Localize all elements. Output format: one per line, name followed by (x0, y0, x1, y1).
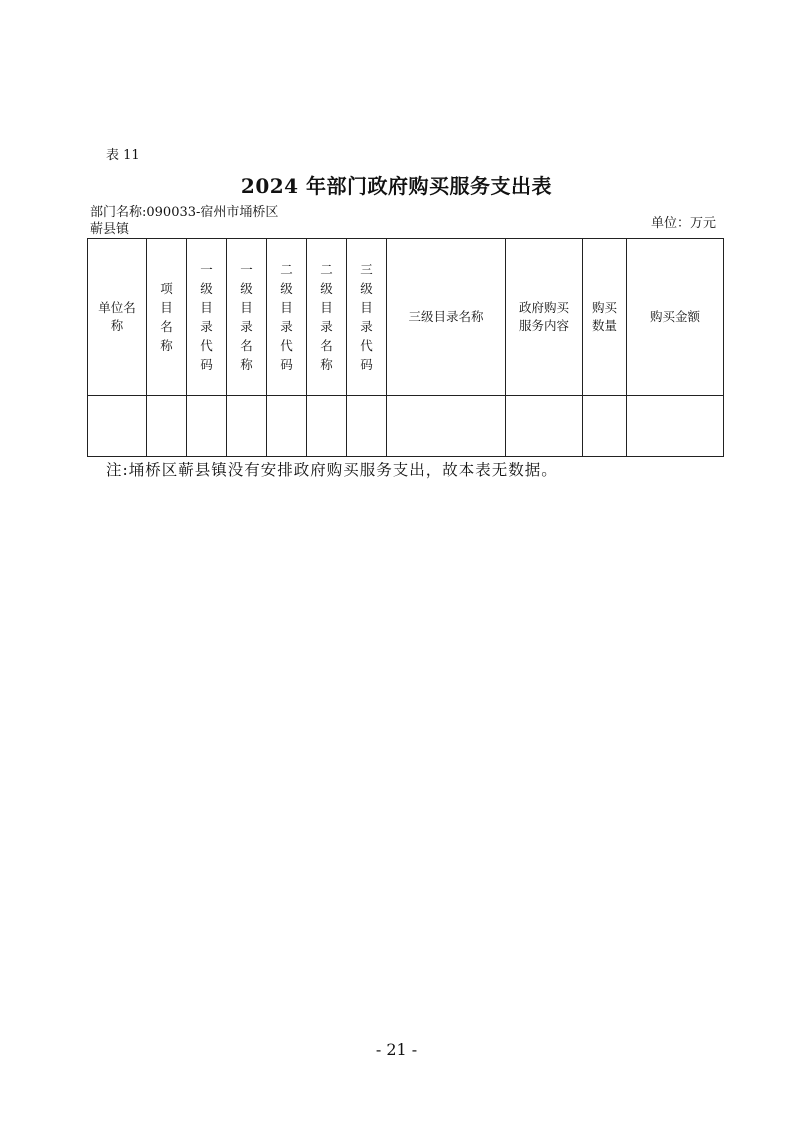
page-title: 2024 年部门政府购买服务支出表 (240, 174, 553, 198)
header-level1-code (187, 239, 227, 396)
unit-label: 单位：万元 (651, 216, 717, 231)
table-cell (267, 396, 307, 457)
header-service-content (506, 239, 583, 396)
table-cell (583, 396, 627, 457)
table-row (88, 396, 724, 457)
table-cell (187, 396, 227, 457)
department-name: 部门名称:090033-宿州市埇桥区蕲县镇 (90, 205, 279, 237)
table-cell (627, 396, 724, 457)
table-header-row (88, 239, 724, 396)
table-cell (147, 396, 187, 457)
table-number-label: 表 11 (106, 148, 140, 163)
table-cell (387, 396, 506, 457)
table-cell (506, 396, 583, 457)
table-cell (347, 396, 387, 457)
header-level2-code-text: 二级目录代码 (280, 262, 293, 372)
header-level2-code (267, 239, 307, 396)
header-quantity-text: 购买数量 (591, 300, 617, 333)
header-level1-name (227, 239, 267, 396)
table-cell (307, 396, 347, 457)
header-unit-name-text: 单位名称 (98, 300, 136, 333)
header-amount-text: 购买金额 (649, 309, 700, 324)
header-level3-code (347, 239, 387, 396)
header-level3-code-text: 三级目录代码 (360, 262, 373, 372)
header-level2-name (307, 239, 347, 396)
table-cell (88, 396, 147, 457)
table-cell (227, 396, 267, 457)
header-level2-name-text: 二级目录名称 (320, 262, 333, 372)
header-level3-name-text: 三级目录名称 (408, 309, 484, 324)
header-quantity (583, 239, 627, 396)
header-service-content-text: 政府购买服务内容 (518, 300, 569, 333)
header-level3-name (387, 239, 506, 396)
header-level1-name-text: 一级目录名称 (240, 262, 253, 372)
header-unit-name (88, 239, 147, 396)
header-amount (627, 239, 724, 396)
table-note: 注:埇桥区蕲县镇没有安排政府购买服务支出，故本表无数据。 (106, 461, 558, 479)
header-level1-code-text: 一级目录代码 (200, 262, 213, 372)
spending-table (87, 238, 724, 457)
page-number: - 21 - (375, 1040, 418, 1059)
header-project-name (147, 239, 187, 396)
header-project-name-text: 项目名称 (160, 281, 173, 353)
